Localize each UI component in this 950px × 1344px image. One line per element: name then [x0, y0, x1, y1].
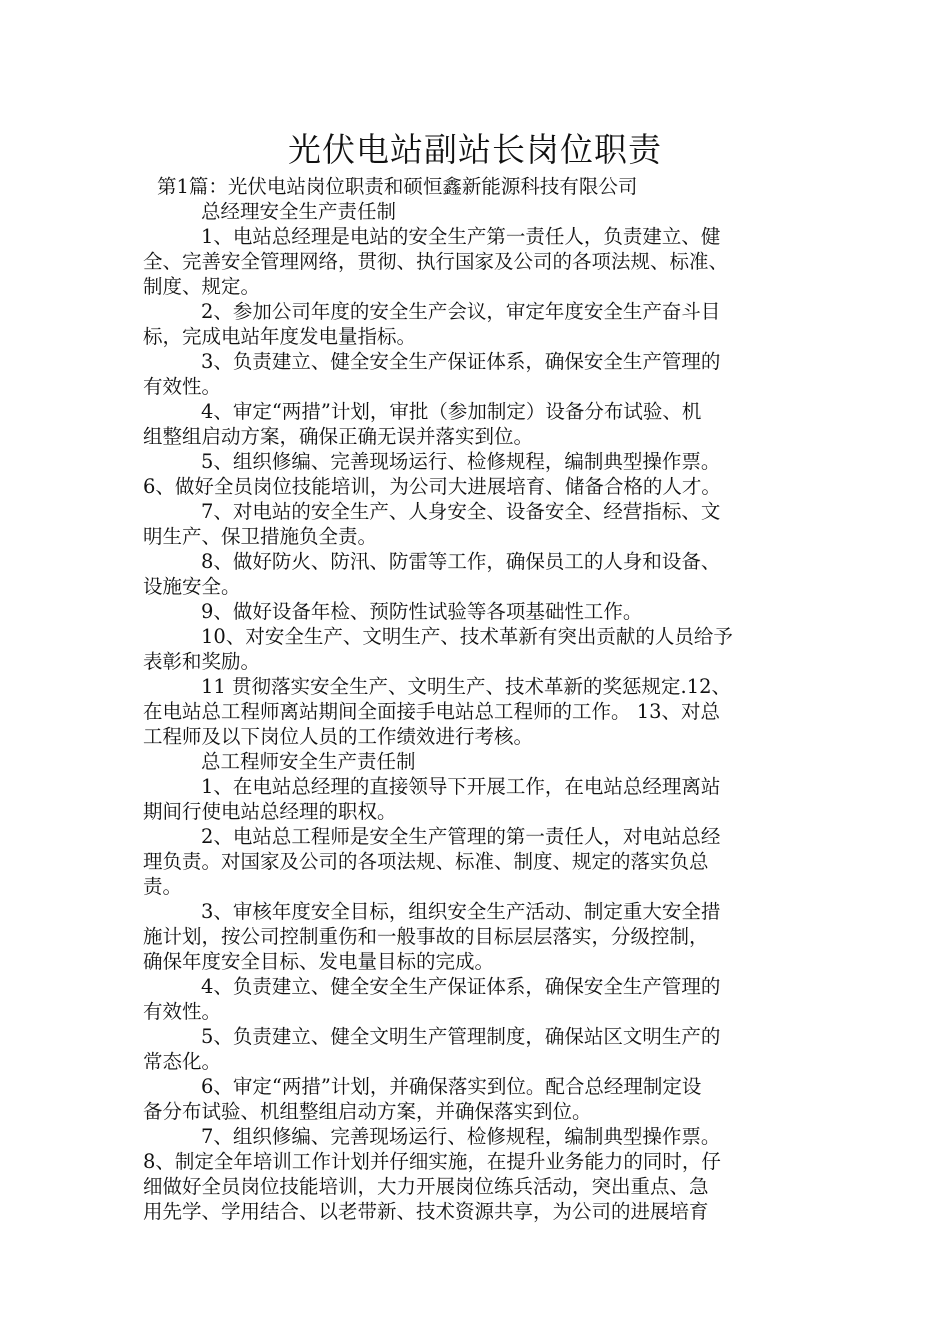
text-line: 在电站总工程师离站期间全面接手电站总工程师的工作。 13、对总 — [143, 700, 721, 723]
text-line: 9、做好设备年检、预防性试验等各项基础性工作。 — [201, 600, 643, 623]
text-line: 细做好全员岗位技能培训，大力开展岗位练兵活动，突出重点、急 — [143, 1175, 709, 1198]
text-line: 5、负责建立、健全文明生产管理制度，确保站区文明生产的 — [201, 1025, 721, 1048]
text-line: 6、审定“两措”计划，并确保落实到位。配合总经理制定设 — [201, 1075, 702, 1098]
text-line: 6、做好全员岗位技能培训，为公司大进展培育、储备合格的人才。 — [143, 475, 721, 498]
document-title: 光伏电站副站长岗位职责 — [288, 130, 662, 169]
text-line: 7、组织修编、完善现场运行、检修规程，编制典型操作票。 — [201, 1125, 721, 1148]
text-line: 全、完善安全管理网络，贯彻、执行国家及公司的各项法规、标准、 — [143, 250, 729, 273]
text-line: 1、在电站总经理的直接领导下开展工作，在电站总经理离站 — [201, 775, 721, 798]
text-line: 有效性。 — [143, 1000, 222, 1023]
text-line: 设施安全。 — [143, 575, 241, 598]
text-line: 工程师及以下岗位人员的工作绩效进行考核。 — [143, 725, 534, 748]
text-line: 用先学、学用结合、以老带新、技术资源共享，为公司的进展培育 — [143, 1200, 709, 1223]
text-line: 备分布试验、机组整组启动方案，并确保落实到位。 — [143, 1100, 592, 1123]
text-line: 表彰和奖励。 — [143, 650, 261, 673]
text-line: 10、对安全生产、文明生产、技术革新有突出贡献的人员给予 — [201, 625, 733, 648]
section-heading: 总工程师安全生产责任制 — [201, 750, 416, 773]
text-line: 期间行使电站总经理的职权。 — [143, 800, 397, 823]
text-line: 明生产、保卫措施负全责。 — [143, 525, 378, 548]
text-line: 8、制定全年培训工作计划并仔细实施，在提升业务能力的同时，仔 — [143, 1150, 721, 1173]
text-line: 责。 — [143, 875, 183, 898]
text-line: 有效性。 — [143, 375, 222, 398]
text-line: 7、对电站的安全生产、人身安全、设备安全、经营指标、文 — [201, 500, 721, 523]
text-line: 8、做好防火、防汛、防雷等工作，确保员工的人身和设备、 — [201, 550, 721, 573]
text-line: 施计划，按公司控制重伤和一般事故的目标层层落实，分级控制， — [143, 925, 709, 948]
text-line: 第1篇：光伏电站岗位职责和硕恒鑫新能源科技有限公司 — [157, 175, 638, 198]
text-line: 5、组织修编、完善现场运行、检修规程，编制典型操作票。 — [201, 450, 721, 473]
text-line: 4、负责建立、健全安全生产保证体系，确保安全生产管理的 — [201, 975, 721, 998]
section-heading: 总经理安全生产责任制 — [201, 200, 397, 223]
text-line: 确保年度安全目标、发电量目标的完成。 — [143, 950, 495, 973]
text-line: 3、审核年度安全目标，组织安全生产活动、制定重大安全措 — [201, 900, 721, 923]
text-line: 1、电站总经理是电站的安全生产第一责任人，负责建立、健 — [201, 225, 721, 248]
text-line: 理负责。对国家及公司的各项法规、标准、制度、规定的落实负总 — [143, 850, 709, 873]
text-line: 3、负责建立、健全安全生产保证体系，确保安全生产管理的 — [201, 350, 721, 373]
text-line: 组整组启动方案，确保正确无误并落实到位。 — [143, 425, 534, 448]
text-line: 常态化。 — [143, 1050, 222, 1073]
text-line: 2、电站总工程师是安全生产管理的第一责任人，对电站总经 — [201, 825, 721, 848]
text-line: 制度、规定。 — [143, 275, 261, 298]
text-line: 4、审定“两措”计划，审批（参加制定）设备分布试验、机 — [201, 400, 702, 423]
text-line: 11 贯彻落实安全生产、文明生产、技术革新的奖惩规定.12、 — [201, 675, 732, 698]
text-line: 标，完成电站年度发电量指标。 — [143, 325, 417, 348]
text-line: 2、参加公司年度的安全生产会议，审定年度安全生产奋斗目 — [201, 300, 721, 323]
document-body — [143, 174, 811, 1224]
